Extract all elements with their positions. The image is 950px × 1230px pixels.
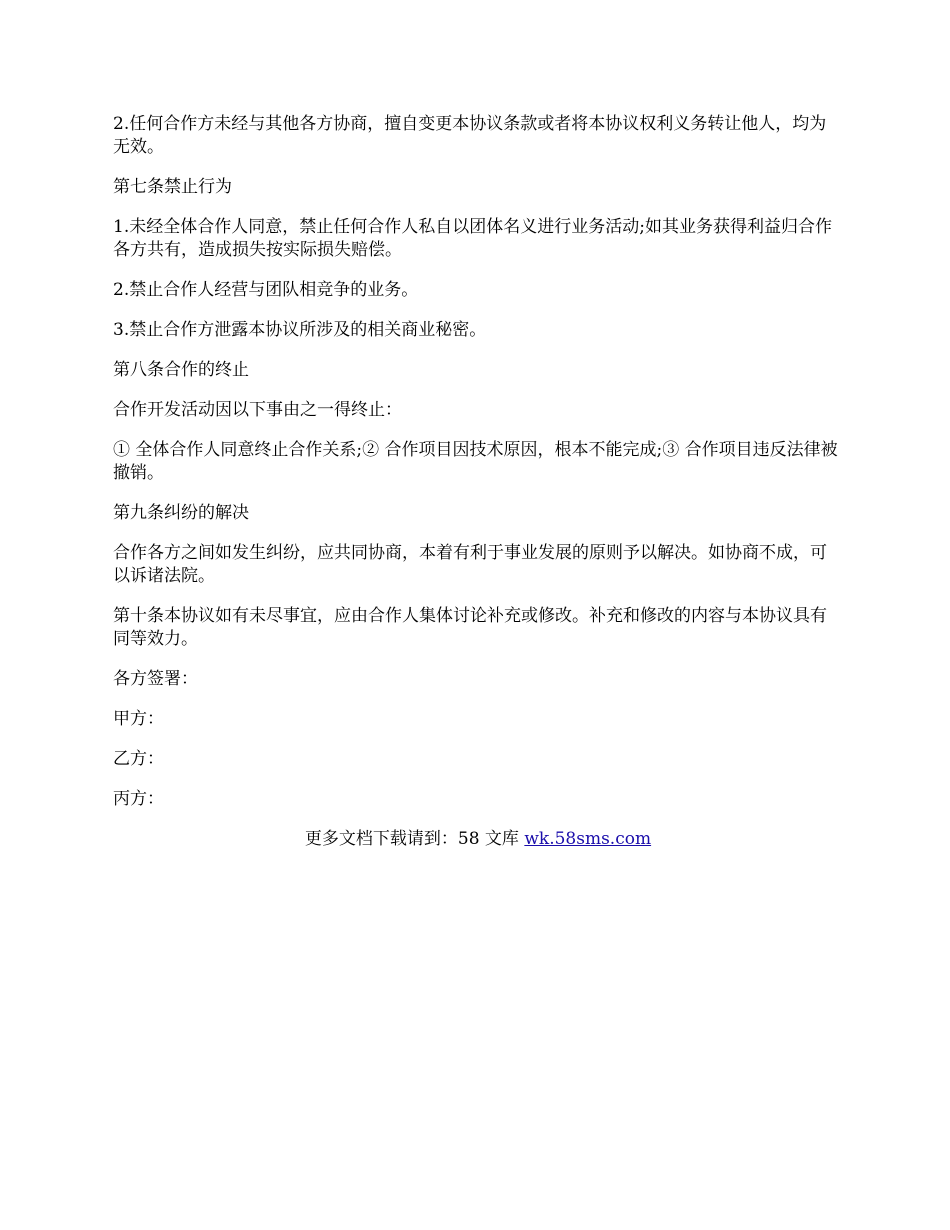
paragraph-clause-8-intro: 合作开发活动因以下事由之一得终止：: [113, 400, 402, 420]
heading-article-9: 第九条纠纷的解决: [113, 503, 249, 523]
paragraph-article-10: 第十条本协议如有未尽事宜，应由合作人集体讨论补充或修改。补充和修改的内容与本协议具有同等效力。: [113, 606, 827, 649]
footer-link[interactable]: wk.58sms.com: [524, 829, 652, 849]
paragraph-clause-7-item-1: 1.未经全体合作人同意，禁止任何合作人私自以团体名义进行业务活动;如其业务获得利益归合作各方共有，造成损失按实际损失赔偿。: [113, 217, 832, 260]
paragraph-clause-7-item-3: 3.禁止合作方泄露本协议所涉及的相关商业秘密。: [113, 320, 487, 340]
paragraph-clause-6-item-2: 2.任何合作方未经与其他各方协商，擅自变更本协议条款或者将本协议权利义务转让他人，均为无效。: [113, 114, 827, 157]
signatures-heading: 各方签署：: [113, 669, 198, 689]
paragraph-clause-8-conditions: ① 全体合作人同意终止合作关系;② 合作项目因技术原因，根本不能完成;③ 合作项目违反法律被撤销。: [113, 440, 838, 483]
heading-article-8: 第八条合作的终止: [113, 360, 249, 380]
signature-party-a: 甲方：: [113, 709, 164, 729]
footer-prefix: 更多文档下载请到：58 文库: [304, 829, 525, 849]
paragraph-clause-9: 合作各方之间如发生纠纷，应共同协商，本着有利于事业发展的原则予以解决。如协商不成，可以诉诸法院。: [113, 543, 827, 586]
footer-download-note: [113, 828, 843, 851]
signature-party-c: 丙方：: [113, 789, 164, 809]
heading-article-7: 第七条禁止行为: [113, 177, 232, 197]
paragraph-clause-7-item-2: 2.禁止合作人经营与团队相竞争的业务。: [113, 280, 419, 300]
signature-party-b: 乙方：: [113, 749, 164, 769]
